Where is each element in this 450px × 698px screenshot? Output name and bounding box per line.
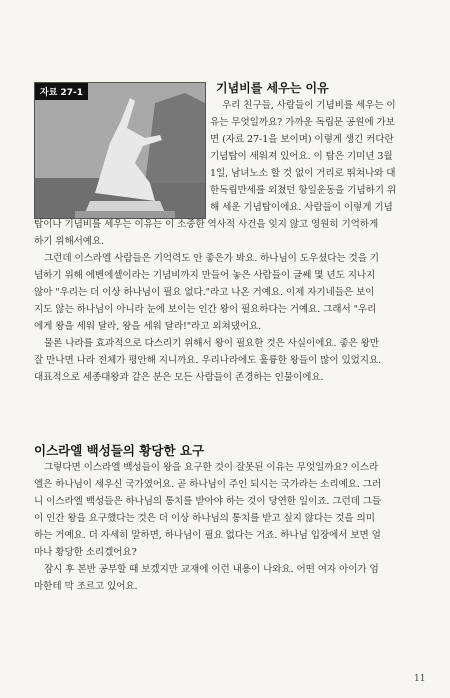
photo-label: 자료 27-1	[35, 83, 88, 100]
text-line: 물론 나라를 효과적으로 다스리기 위해서 왕이 필요한 것은 사실이에요. 좋은 왕만	[44, 338, 379, 349]
text-line: 우리 친구들, 사람들이 기념비를 세우는 이	[222, 100, 396, 111]
text-line: 하는 거예요. 더 자세히 말하면, 하나님이 필요 없다는 거죠. 하나님 입장에서 보면 얼	[34, 530, 381, 541]
text-line: 해 세운 기념탑이에요. 사람들이 이렇게 기념	[210, 202, 393, 213]
text-line: 잠시 후 본반 공부할 때 보겠지만 교재에 이런 내용이 나와요. 어떤 여자 아이가 엄	[44, 564, 379, 575]
text-line: 하기 위해서예요.	[34, 236, 105, 247]
text-line: 에게 왕을 세워 달라, 왕을 세워 달라!"라고 외쳐댔어요.	[34, 321, 262, 332]
text-line: 마나 황당한 소리겠어요?	[34, 547, 137, 558]
statue-image	[35, 83, 205, 218]
page-number: 11	[414, 674, 426, 684]
text-line: 그런데 이스라엘 사람들은 기억력도 안 좋은가 봐요. 하나님이 도우셨다는 것을 기	[44, 253, 379, 264]
text-line: 1일, 남녀노소 할 것 없이 거리로 뛰쳐나와 대	[210, 168, 396, 179]
text-line: 엘은 하나님이 세우신 국가였어요. 곧 하나님이 주인 되시는 국가라는 소리예요. 그러	[34, 479, 382, 490]
text-line: 니 이스라엘 백성들은 하나님의 통치를 받아야 하는 것이 당연한 일이죠. 그런데 그들	[34, 496, 382, 507]
text-line: 대표적으로 세종대왕과 같은 분은 모든 사람들이 존경하는 인물이에요.	[34, 372, 324, 383]
text-line: 념하기 위해 에벤에셀이라는 기념비까지 만들어 놓은 사람들이 글쎄 몇 년도 지나지	[34, 270, 376, 281]
text-line: 유는 무엇일까요? 가까운 독립문 공원에 가보	[210, 117, 395, 128]
text-line: 한독립만세를 외쳤던 항일운동을 기념하기 위	[210, 185, 396, 196]
monument-photo	[34, 82, 206, 219]
text-line: 면 (자료 27-1을 보이며) 이렇게 생긴 커다란	[210, 134, 394, 145]
text-line: 이 인간 왕을 요구했다는 것은 더 이상 하나님의 통치를 받고 싶지 않다는 것을 의미	[34, 513, 375, 524]
text-line: 기념탑이 세워져 있어요. 이 탑은 기미년 3월	[210, 151, 393, 162]
text-line: 탑이나 기념비를 세우는 이유는 이 소중한 역사적 사건을 잊지 않고 영원히 기억하게	[34, 219, 379, 230]
section-heading-2: 이스라엘 백성들의 황당한 요구	[34, 443, 205, 458]
text-line: 마한테 막 조르고 있어요.	[34, 581, 138, 592]
text-line: 그렇다면 이스라엘 백성들이 왕을 요구한 것이 잘못된 이유는 무엇일까요? 이스라	[44, 462, 379, 473]
text-line: 않아 "우리는 더 이상 하나님이 필요 없다."라고 나온 거예요. 이제 자기네들은 보이	[34, 287, 375, 298]
section-heading-1: 기념비를 세우는 이유	[216, 81, 329, 95]
text-line: 잘 만나면 나라 전체가 평안해 지니까요. 우리나라에도 훌륭한 왕들이 많이 있었지요.	[34, 355, 382, 366]
text-line: 지도 않는 하나님이 아니라 눈에 보이는 인간 왕이 필요하다는 거예요. 그래서 "우리	[34, 304, 377, 315]
